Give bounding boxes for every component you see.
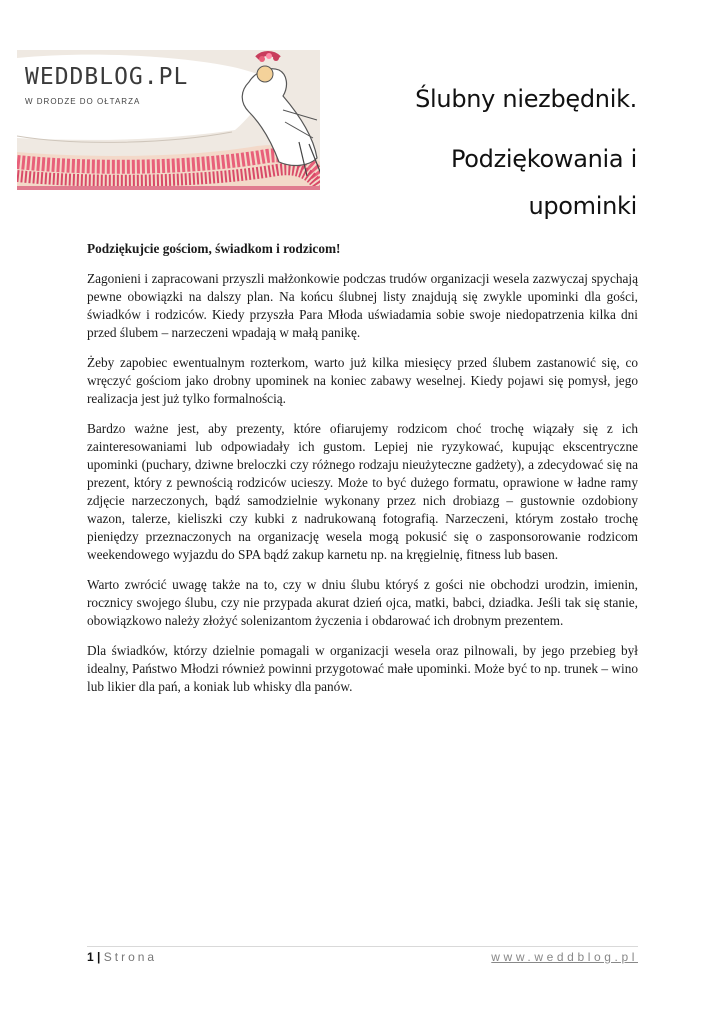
footer-website-link[interactable]: www.weddblog.pl xyxy=(491,950,638,964)
footer-divider xyxy=(87,946,638,947)
weddblog-logo xyxy=(17,50,320,190)
page-title-line3: upominki xyxy=(528,192,637,220)
logo-brand: WEDDBLOG.PL xyxy=(25,64,189,90)
article-lead: Podziękujcie gościom, świadkom i rodzicom! xyxy=(87,241,341,256)
page-label: Strona xyxy=(103,950,158,964)
article-body xyxy=(87,240,638,708)
article-paragraph: Zagonieni i zapracowani przyszli małżonkowie podczas trudów organizacji wesela zazwyczaj spychają pewne obowiązki na dalszy plan. Na końcu ślubnej listy znajdują się zwykle upominki dla gości, świadków i rodziców. Kiedy przyszła Para Młoda uświadamia sobie swoje niedopatrzenia kilka dni przed ślubem – narzeczeni wpadają w małą panikę. xyxy=(87,271,638,340)
article-paragraph: Bardzo ważne jest, aby prezenty, które ofiarujemy rodzicom choć trochę wiązały się z ich zainteresowaniami lub odpowiadały ich gustom. Lepiej nie ryzykować, kupując ekscentryczne upominki (puchary, dziwne breloczki czy różnego rodzaju nieużyteczne gadżety), a zdecydować się na prezent, który z pewnością rodziców ucieszy. Może to być dużego formatu, oprawione w ładne ramy zdjęcie narzeczonych, bądź samodzielnie wykonany przez nich drobiazg – gustownie ozdobiony wazon, talerze, kieliszki czy kubki z nadrukowaną fotografią. Narzeczeni, którym zostało trochę pieniędzy przeznaczonych na organizację wesela mogą pokusić się o zasponsorowanie rodzicom weekendowego wyjazdu do SPA bądź zakup karnetu np. na kręgielnię, fitness lub basen. xyxy=(87,421,638,562)
article-paragraph: Dla świadków, którzy dzielnie pomagali w organizacji wesela oraz pilnowali, by jego przebieg był idealny, Państwo Młodzi również powinni przygotować małe upominki. Może być to np. trunek – wino lub likier dla pań, a koniak lub whisky dla panów. xyxy=(87,643,638,694)
article-paragraph: Warto zwrócić uwagę także na to, czy w dniu ślubu któryś z gości nie obchodzi urodzin, imienin, rocznicy swojego ślubu, czy nie przypada akurat dzień ojca, matki, babci, dziadka. Jeśli tak się stanie, obowiązkowo należy złożyć solenizantom życzenia i obdarować ich drobnym prezentem. xyxy=(87,577,638,628)
page-title-line1: Ślubny niezbędnik. xyxy=(415,85,637,113)
article-paragraph: Żeby zapobiec ewentualnym rozterkom, warto już kilka miesięcy przed ślubem zastanowić się, co wręczyć gościom jako drobny upominek na koniec zabawy weselnej. Kiedy pojawi się pomysł, jego realizacja jest już tylko formalnością. xyxy=(87,355,638,406)
footer-page-info xyxy=(87,950,157,964)
footer-separator: | xyxy=(97,950,101,964)
page-title-line2: Podziękowania i xyxy=(450,145,637,173)
logo-tagline: W DRODZE DO OŁTARZA xyxy=(25,97,141,106)
page-number: 1 xyxy=(87,950,94,964)
